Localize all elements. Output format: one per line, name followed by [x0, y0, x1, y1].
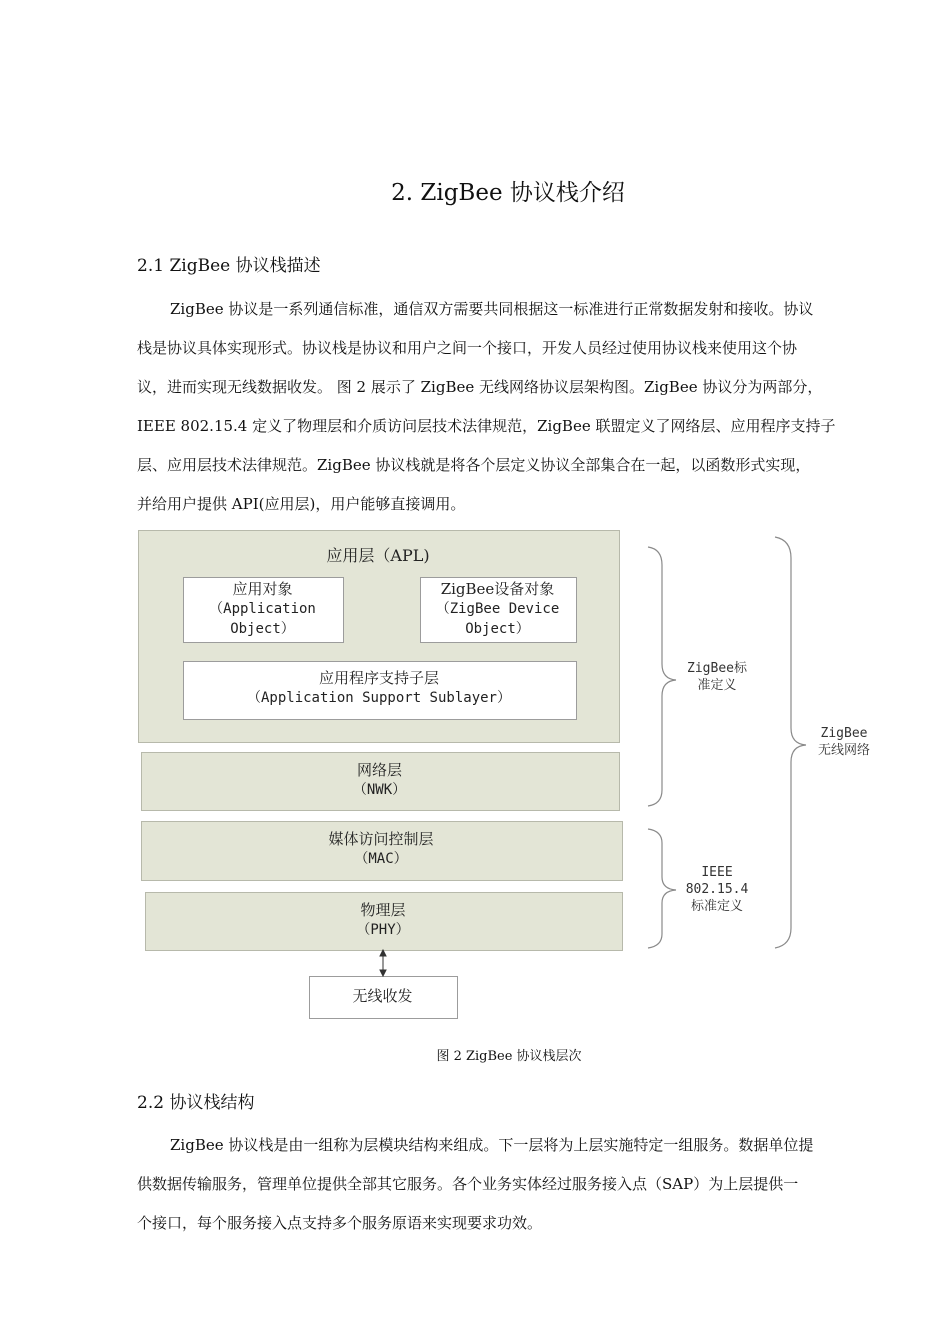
apl-layer-title: 应用层（APL) [326, 546, 430, 565]
section-2-2-paragraph [137, 1126, 882, 1243]
ieee-standard-line3: 标准定义 [690, 899, 743, 914]
aps-line2: （Application Support Sublayer） [246, 690, 511, 706]
brace-zigbee-standard [648, 547, 676, 806]
zigbee-network-label [805, 725, 883, 759]
application-object-line2: （Application [209, 601, 316, 617]
paragraph-line: 栈是协议具体实现形式。协议栈是协议和用户之间一个接口，开发人员经过使用协议栈来使用这个协 [137, 339, 798, 357]
phy-line1: 物理层 [360, 901, 406, 919]
double-arrow-icon [380, 950, 386, 976]
radio-transceiver-label: 无线收发 [352, 987, 413, 1005]
brace-zigbee-network [775, 537, 806, 948]
paragraph-line: 议，进而实现无线数据收发。 图 2 展示了 ZigBee 无线网络协议层架构图。ZigBee 协议分为两部分， [137, 378, 823, 396]
zdo-line3: Object） [465, 621, 530, 637]
zdo-line1: ZigBee设备对象 [440, 580, 555, 598]
ieee-standard-line1: IEEE [701, 865, 733, 880]
mac-line1: 媒体访问控制层 [328, 830, 434, 848]
section-heading-2-1: 2.1 ZigBee 协议栈描述 [137, 256, 321, 276]
zdo-line2: （ZigBee Device [435, 601, 560, 617]
nwk-line1: 网络层 [356, 761, 402, 779]
brace-ieee-standard [648, 829, 676, 948]
zigbee-network-line2: 无线网络 [817, 743, 870, 758]
paragraph-line: 并给用户提供 API(应用层)，用户能够直接调用。 [137, 495, 466, 513]
section-heading-2-2: 2.2 协议栈结构 [137, 1093, 255, 1113]
paragraph-line: ZigBee 协议是一系列通信标准，通信双方需要共同根据这一标准进行正常数据发射和接收。协议 [170, 300, 814, 318]
paragraph-line: 个接口，每个服务接入点支持多个服务原语来实现要求功效。 [137, 1214, 543, 1232]
document-title: 2. ZigBee 协议栈介绍 [391, 180, 625, 206]
aps-line1: 应用程序支持子层 [318, 669, 439, 687]
ieee-standard-line2: 802.15.4 [685, 882, 749, 897]
phy-line2: （PHY） [356, 922, 410, 938]
nwk-line2: （NWK） [352, 782, 407, 798]
figure-caption: 图 2 ZigBee 协议栈层次 [436, 1049, 582, 1064]
zigbee-standard-line1: ZigBee标 [687, 661, 747, 676]
mac-line2: （MAC） [354, 851, 408, 867]
zigbee-standard-line2: 准定义 [697, 678, 737, 693]
paragraph-line: ZigBee 协议栈是由一组称为层模块结构来组成。下一层将为上层实施特定一组服务。数据单位提 [170, 1136, 814, 1154]
paragraph-line: IEEE 802.15.4 定义了物理层和介质访问层技术法律规范，ZigBee 联盟定义了网络层、应用程序支持子 [137, 417, 836, 435]
zigbee-network-line1: ZigBee [820, 726, 868, 741]
ieee-standard-label [676, 864, 758, 915]
application-object-line3: Object） [230, 621, 295, 637]
paragraph-line: 层、应用层技术法律规范。ZigBee 协议栈就是将各个层定义协议全部集合在一起，以函数形式实现， [137, 456, 811, 474]
paragraph-line: 供数据传输服务，管理单位提供全部其它服务。各个业务实体经过服务接入点（SAP）为上层提供一 [137, 1175, 799, 1193]
application-object-line1: 应用对象 [232, 580, 293, 598]
zigbee-standard-label [676, 660, 758, 694]
